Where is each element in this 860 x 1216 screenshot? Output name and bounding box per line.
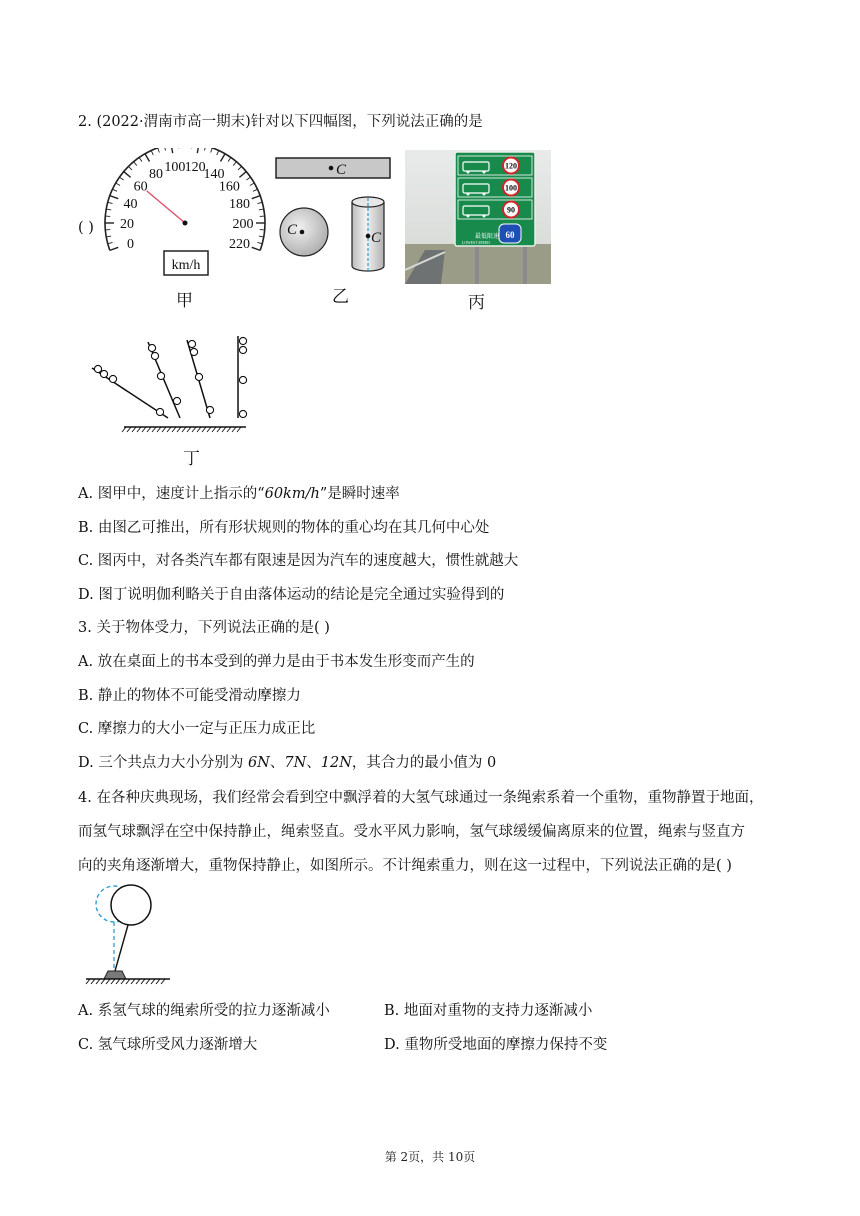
- fig-label-ding: 丁: [183, 449, 200, 469]
- q4-stem-line-3: 向的夹角逐渐增大，重物保持静止，如图所示。不计绳索重力，则在这一过程中，下列说法正确的是( ): [78, 858, 732, 874]
- speed-limit-value: 120: [505, 161, 517, 171]
- q2-option-d[interactable]: D. 图丁说明伽利略关于自由落体运动的结论是完全通过实验得到的: [78, 587, 505, 603]
- speed-tick-label: 160: [218, 179, 240, 195]
- q4-option-d[interactable]: D. 重物所受地面的摩擦力保持不变: [384, 1037, 608, 1053]
- balloon: [111, 885, 151, 925]
- speed-tick-label: 180: [229, 197, 251, 213]
- rolling-ball: [151, 352, 158, 359]
- fig-label-bing: 丙: [468, 293, 485, 313]
- speedometer-figure: [100, 148, 270, 280]
- rolling-ball: [190, 348, 197, 355]
- rope: [115, 925, 128, 971]
- fig-label-jia: 甲: [176, 291, 193, 311]
- cylinder-center-label: C: [371, 230, 382, 246]
- q4-option-c[interactable]: C. 氢气球所受风力逐渐增大: [78, 1037, 258, 1053]
- rolling-ball: [239, 410, 246, 417]
- speed-limit-value: 100: [505, 183, 517, 193]
- q2-blank: ( ): [78, 220, 94, 236]
- rolling-ball: [148, 344, 155, 351]
- rolling-ball: [239, 346, 246, 353]
- rolling-ball: [173, 397, 180, 404]
- rolling-ball: [100, 370, 107, 377]
- galileo-incline-figure: [86, 332, 256, 438]
- q3-option-b[interactable]: B. 静止的物体不可能受滑动摩擦力: [78, 688, 301, 704]
- disc-center-label: C: [287, 222, 298, 238]
- q2-option-a[interactable]: A. 图甲中，速度计上指示的“60km/h”是瞬时速率: [78, 486, 400, 502]
- rolling-ball: [109, 375, 116, 382]
- speed-unit: km/h: [171, 258, 201, 273]
- speed-tick-label: 220: [229, 236, 251, 252]
- speed-tick-label: 140: [203, 166, 225, 182]
- rolling-ball: [195, 373, 202, 380]
- lowest-speed-text: 最低限速: [475, 234, 500, 240]
- q3-stem: 3. 关于物体受力，下列说法正确的是( ): [78, 620, 330, 636]
- q3-option-c[interactable]: C. 摩擦力的大小一定与正压力成正比: [78, 721, 316, 737]
- speed-limit-value: 90: [507, 205, 515, 215]
- q4-option-a[interactable]: A. 系氢气球的绳索所受的拉力逐渐减小: [78, 1003, 330, 1019]
- rolling-ball: [157, 372, 164, 379]
- q3-option-a[interactable]: A. 放在桌面上的书本受到的弹力是由于书本发生形变而产生的: [78, 654, 475, 670]
- q2-stem: 2. (2022·渭南市高一期末)针对以下四幅图，下列说法正确的是: [78, 114, 483, 130]
- q2-option-b[interactable]: B. 由图乙可推出，所有形状规则的物体的重心均在其几何中心处: [78, 520, 490, 536]
- rolling-ball: [239, 376, 246, 383]
- speed-tick-label: 60: [133, 179, 148, 195]
- speed-tick-label: 80: [149, 166, 163, 182]
- speedometer-needle: [147, 191, 185, 223]
- speed-tick-label: 0: [126, 236, 134, 252]
- speed-tick-label: 100: [164, 159, 186, 175]
- q4-stem-line-1: 4. 在各种庆典现场，我们经常会看到空中飘浮着的大氢气球通过一条绳索系着一个重物，重物静置于地面，: [78, 790, 764, 806]
- speed-tick-label: 120: [184, 159, 206, 175]
- lowest-speed-english: LOWEST SPEED: [462, 241, 490, 245]
- rolling-ball: [239, 337, 246, 344]
- rolling-ball: [94, 365, 101, 372]
- center-of-mass-figure: [272, 154, 397, 280]
- balloon-figure: [84, 882, 176, 992]
- speed-tick-label: 20: [120, 217, 134, 232]
- q4-option-b[interactable]: B. 地面对重物的支持力逐渐减小: [384, 1003, 593, 1019]
- weight-block: [104, 971, 126, 979]
- q2-option-c[interactable]: C. 图丙中，对各类汽车都有限速是因为汽车的速度越大，惯性就越大: [78, 553, 519, 569]
- q4-stem-line-2: 而氢气球飘浮在空中保持静止，绳索竖直。受水平风力影响，氢气球缓缓偏离原来的位置，绳索与竖直方: [78, 824, 745, 840]
- fig-label-yi: 乙: [332, 287, 349, 307]
- bar-center-label: C: [336, 162, 347, 178]
- q3-option-d[interactable]: D. 三个共点力大小分别为 6N、7N、12N，其合力的最小值为 0: [78, 755, 497, 771]
- speed-tick-label: 200: [232, 217, 254, 232]
- rolling-ball: [156, 408, 163, 415]
- rolling-ball: [188, 340, 195, 347]
- min-speed-value: 60: [505, 230, 515, 240]
- rolling-ball: [206, 406, 213, 413]
- speed-limit-sign-photo: [405, 150, 551, 284]
- speed-tick-label: 40: [123, 197, 138, 213]
- highway-sign-board: [455, 152, 535, 246]
- page-footer: 第 2页，共 10页: [384, 1150, 476, 1164]
